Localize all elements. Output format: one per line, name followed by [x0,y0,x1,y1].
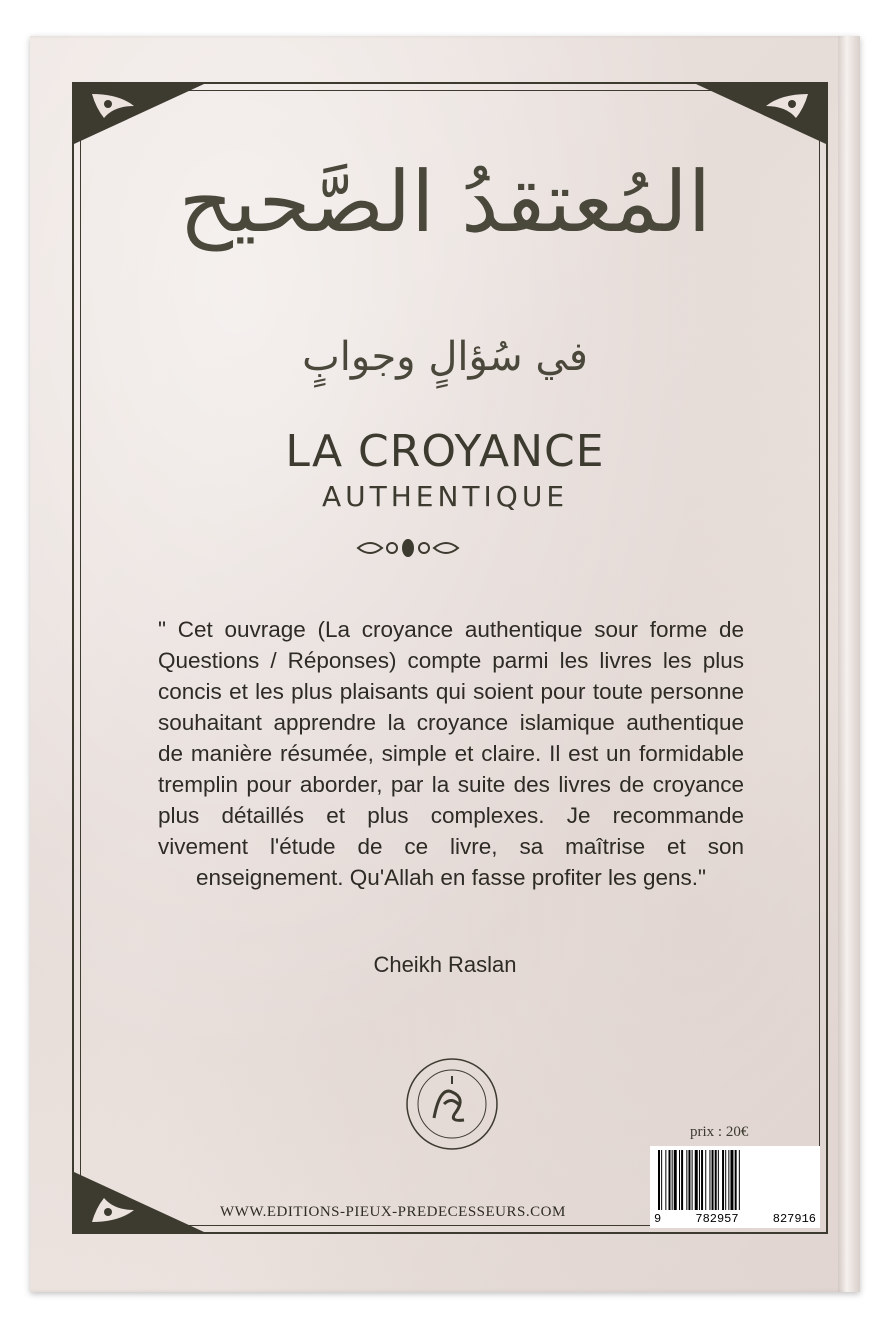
publisher-seal-logo [404,1056,500,1152]
barcode-bar [658,1150,660,1210]
barcode-bar [709,1150,710,1210]
barcode-bar [681,1150,683,1210]
barcode-bar [688,1150,690,1210]
barcode-digit-group: 9 [654,1212,662,1226]
price-label: prix : 20€ [690,1124,749,1140]
barcode-bar [665,1150,666,1210]
barcode-bar [686,1150,687,1210]
barcode-bar [661,1150,662,1210]
corner-ornament-top-left [74,84,204,154]
barcode-bar [718,1150,719,1210]
barcode-bar [669,1150,671,1210]
isbn-barcode [650,1146,820,1228]
barcode-bar [692,1150,693,1210]
endorsement-quote: " Cet ouvrage (La croyance authentique sour forme de Questions / Réponses) compte parmi les livres les plus concis et les plus plaisants qui soient pour toute personne souhaitant apprendre la croyance islamique authentique de manière résumée, simple et claire. Il est un formidable tremplin pour aborder, par la suite des livres de croyance plus détaillés et plus complexes. Je recommande vivement l'étude de ce livre, sa maîtrise et son enseignement. Qu'Allah en fasse profiter les gens." [158,617,744,890]
corner-ornament-bottom-left [74,1162,204,1232]
barcode-bar [739,1150,740,1210]
barcode-bar [715,1150,717,1210]
barcode-bar [705,1150,706,1210]
french-subtitle: AUTHENTIQUE [321,480,569,513]
arabic-title: المُعتقدُ الصَّحيح [178,153,712,251]
barcode-digits [654,1212,816,1226]
barcode-bars [656,1150,814,1210]
barcode-bar [695,1150,698,1210]
barcode-bar [722,1150,724,1210]
quote-author: Cheikh Raslan [373,952,517,977]
corner-ornament-top-right [696,84,826,154]
arabic-subtitle: في سُؤالٍ وجوابٍ [302,334,588,380]
barcode-bar [728,1150,729,1210]
divider-ornament [356,536,460,560]
barcode-digit-group: 827916 [772,1212,816,1226]
barcode-bar [674,1150,677,1210]
barcode-bar [725,1150,726,1210]
barcode-bar [730,1150,733,1210]
french-title: LA CROYANCE [285,426,605,477]
barcode-bar [679,1150,680,1210]
publisher-website: WWW.EDITIONS-PIEUX-PREDECESSEURS.COM [220,1204,566,1220]
barcode-bar [735,1150,737,1210]
barcode-bar [701,1150,703,1210]
barcode-bar [672,1150,673,1210]
barcode-digit-group: 782957 [695,1212,739,1226]
book-back-cover [30,36,860,1292]
barcode-bar [712,1150,714,1210]
barcode-bar [699,1150,700,1210]
